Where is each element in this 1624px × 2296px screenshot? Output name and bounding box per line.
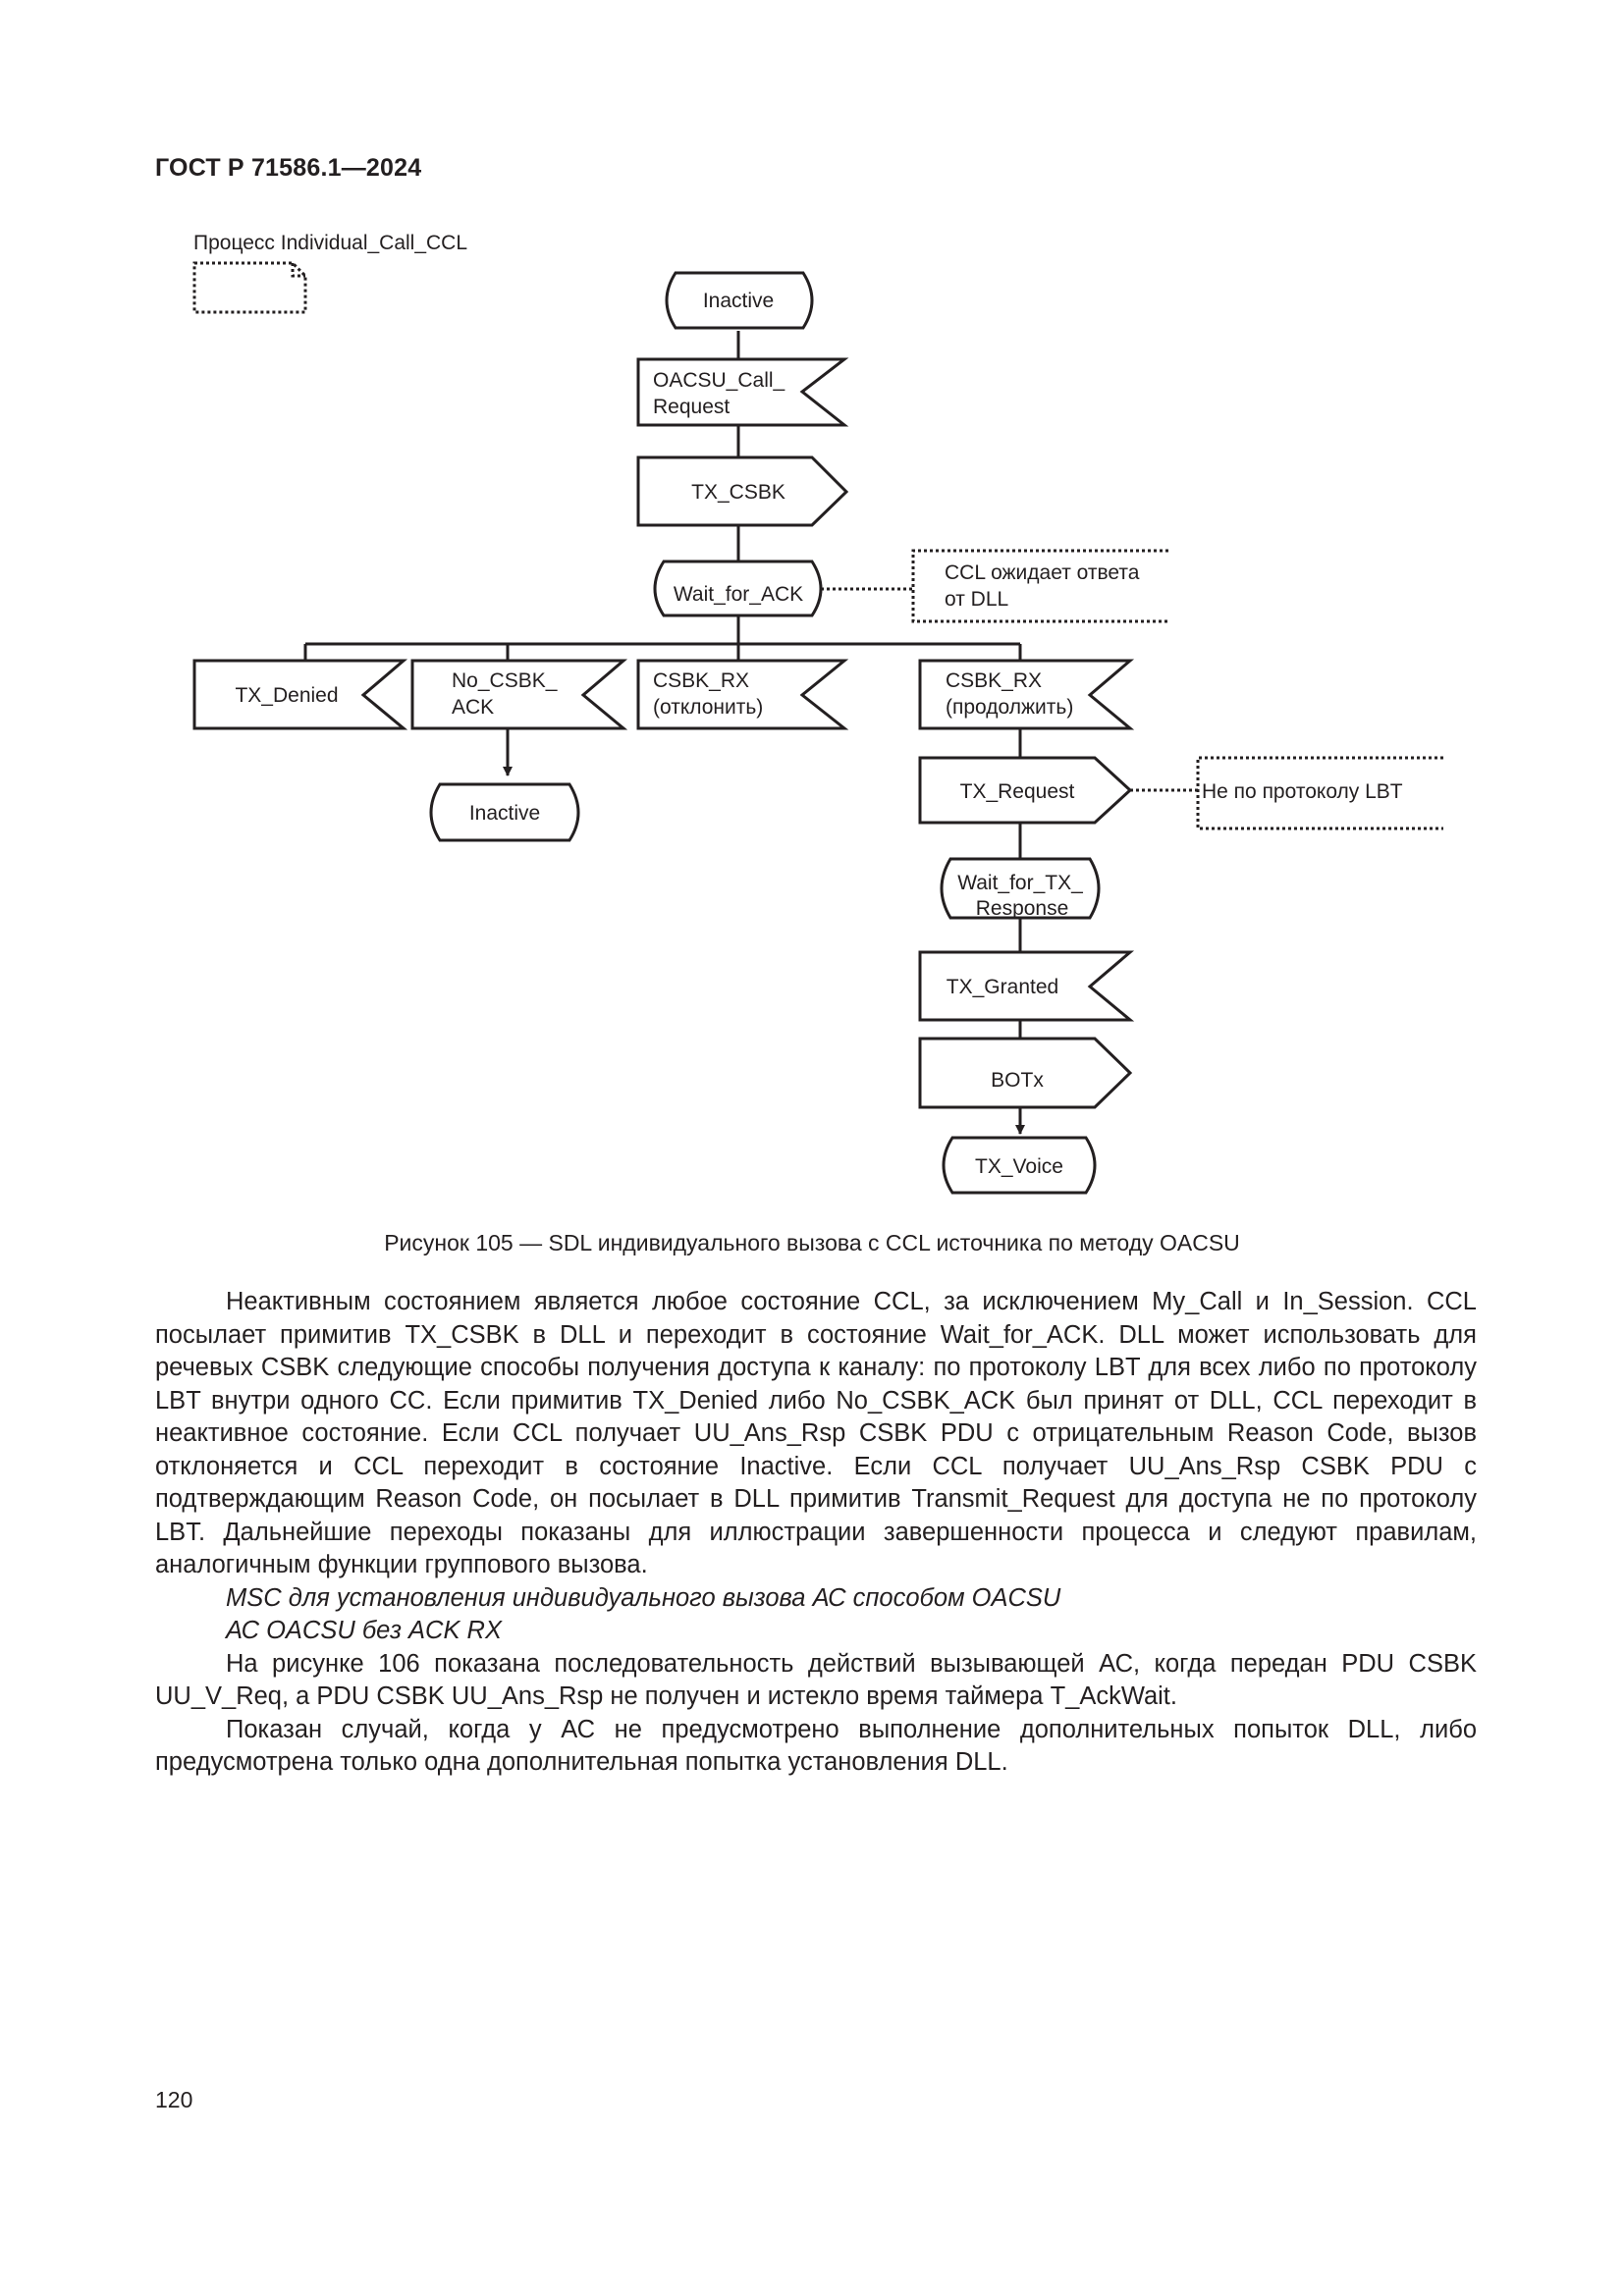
paragraph-italic: MSC для установления индивидуального вызова АС способом OACSU — [226, 1583, 1061, 1612]
label-botx: BOTx — [991, 1069, 1044, 1092]
page-number: 120 — [155, 2087, 193, 2112]
label-inactive-top: Inactive — [702, 290, 775, 312]
paragraph-italic: АС OACSU без ACK RX — [226, 1617, 502, 1644]
label-comment-ccl-2: от DLL — [945, 588, 1009, 611]
label-csbk-rx-reject-2: (отклонить) — [653, 696, 764, 719]
label-oacsu-line1: OACSU_Call_ — [653, 369, 785, 392]
paragraph: Неактивным состоянием является любое состояние CCL, за исключением My_Call и In_Session. CCL посылает примитив TX_CSBK в DLL и переходит в состояние Wait_for_ACK. DLL может использовать для речевых CSBK следующие способы получения доступа к каналу: по протоколу LBT для всех либо по протоколу LBT внутри одного CC. Если примитив TX_Denied либо No_CSBK_ACK был принят от DLL, CCL переходит в неактивное состояние. Если CCL получает UU_Ans_Rsp CSBK PDU с отрицательным Reason Code, вызов отклоняется и CCL переходит в состояние Inactive. Если CCL получает UU_Ans_Rsp CSBK PDU с подтверждающим Reason Code, он посылает в DLL примитив Transmit_Request для доступа не по протоколу LBT. Дальнейшие переходы показаны для иллюстрации завершенности процесса и следуют правилам, аналогичным функции группового вызова. — [155, 1288, 1477, 1578]
label-wait-for-tx-1: Wait_for_TX_ — [957, 872, 1083, 894]
label-wait-for-ack: Wait_for_ACK — [673, 583, 804, 606]
paragraph: На рисунке 106 показана последовательность действий вызывающей АС, когда передан PDU CSBK UU_V_Req, а PDU CSBK UU_Ans_Rsp не получен и истекло время таймера T_AckWait. — [155, 1649, 1477, 1710]
label-csbk-rx-reject-1: CSBK_RX — [653, 669, 750, 692]
label-no-csbk-ack-2: ACK — [452, 696, 495, 719]
paragraph: Показан случай, когда у АС не предусмотрено выполнение дополнительных попыток DLL, либо предусмотрена только одна дополнительная попытка установления DLL. — [155, 1715, 1477, 1776]
body-text — [155, 1286, 1477, 1780]
label-tx-csbk: TX_CSBK — [691, 481, 785, 504]
label-tx-denied: TX_Denied — [235, 684, 339, 707]
label-comment-ccl-1: CCL ожидает ответа — [945, 561, 1140, 584]
figure-caption: Рисунок 105 — SDL индивидуального вызова с CCL источника по методу OACSU — [384, 1230, 1240, 1255]
process-label: Процесс Individual_Call_CCL — [193, 232, 468, 254]
label-inactive-bottom: Inactive — [468, 802, 541, 825]
label-no-csbk-ack-1: No_CSBK_ — [452, 669, 558, 692]
document-header: ГОСТ Р 71586.1—2024 — [155, 154, 422, 182]
process-symbol — [194, 263, 305, 312]
label-wait-for-tx-2: Response — [975, 897, 1069, 920]
label-tx-granted: TX_Granted — [946, 976, 1059, 998]
label-tx-voice: TX_Voice — [975, 1155, 1063, 1178]
label-csbk-rx-continue-1: CSBK_RX — [946, 669, 1043, 692]
label-csbk-rx-continue-2: (продолжить) — [946, 696, 1074, 719]
label-oacsu-line2: Request — [653, 396, 731, 418]
label-comment-not-lbt: Не по протоколу LBT — [1202, 780, 1403, 803]
label-tx-request: TX_Request — [959, 780, 1075, 803]
